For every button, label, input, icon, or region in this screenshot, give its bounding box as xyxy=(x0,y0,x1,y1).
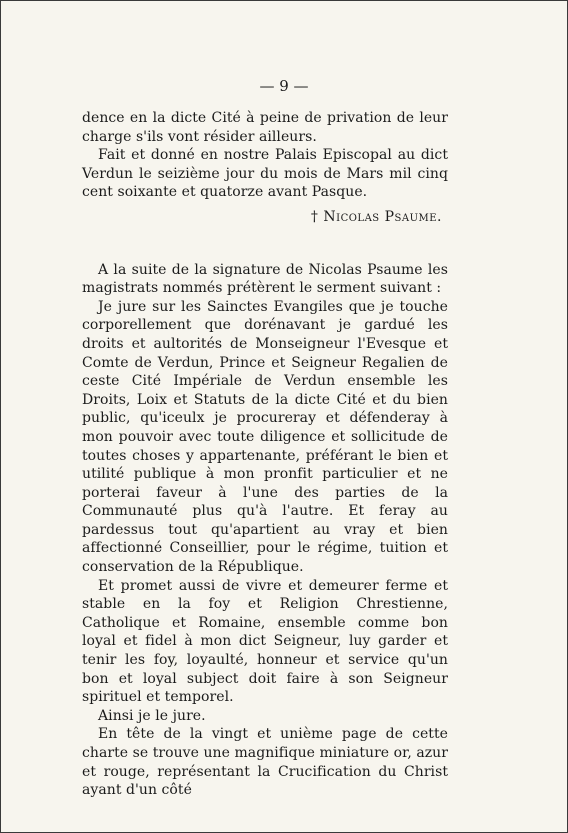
paragraph-oath: Je jure sur les Sainctes Evangiles que je touche corporellement que dorénavant je gardué les droits et aultorités de Monseigneur l'Evesque et Comte de Verdun, Prince et Seigneur Regalien de ceste Cité Impériale de Verdun ensemble les Droits, Loix et Statuts de la dicte Cité et du bien public, qu'iceulx je procureray et défenderay à mon pouvoir avec toute diligence et sollicitude de toutes choses y appartenante, préférant le bien et utilité publique à mon pronfit particulier et ne porterai faveur à l'une des parties de la Communauté plus qu'à l'autre. Et feray au pardessus tout qu'apartient au vray et bien affectionné Conseillier, pour le régime, tuition et conservation de la République. xyxy=(82,298,448,576)
paragraph-decree-date: Fait et donné en nostre Palais Episcopal au dict Verdun le seizième jour du mois de Mars mil cinq cent soixante et quatorze avant Pasque. xyxy=(82,147,448,201)
paragraph-gap xyxy=(82,227,448,261)
page-number: — 9 — xyxy=(259,77,309,95)
paragraph-closing: Ainsi je le jure. xyxy=(98,707,206,724)
paragraph-miniature: En tête de la vingt et unième page de cette charte se trouve une magnifique miniature or, azur et rouge, représentant la Crucification du Christ ayant d'un côté xyxy=(82,726,448,799)
paragraph-promise: Et promet aussi de vivre et demeurer ferme et stable en la foy et Religion Chrestienne, Catholique et Romaine, ensemble comme bon loyal et fidel à mon dict Seigneur, luy garder et tenir les foy, loyaulté, honneur et service qu'un bon et loyal subject doit faire à son Seigneur spirituel et temporel. xyxy=(82,577,448,706)
text-body xyxy=(82,109,448,800)
signature: † Nicolas Psaume. xyxy=(310,208,442,225)
paragraph-continuation: dence en la dicte Cité à peine de privation de leur charge s'ils vont résider ailleurs. xyxy=(82,110,448,145)
paragraph-intro-oath: A la suite de la signature de Nicolas Psaume les magistrats nommés prétèrent le serment suivant : xyxy=(82,261,448,297)
